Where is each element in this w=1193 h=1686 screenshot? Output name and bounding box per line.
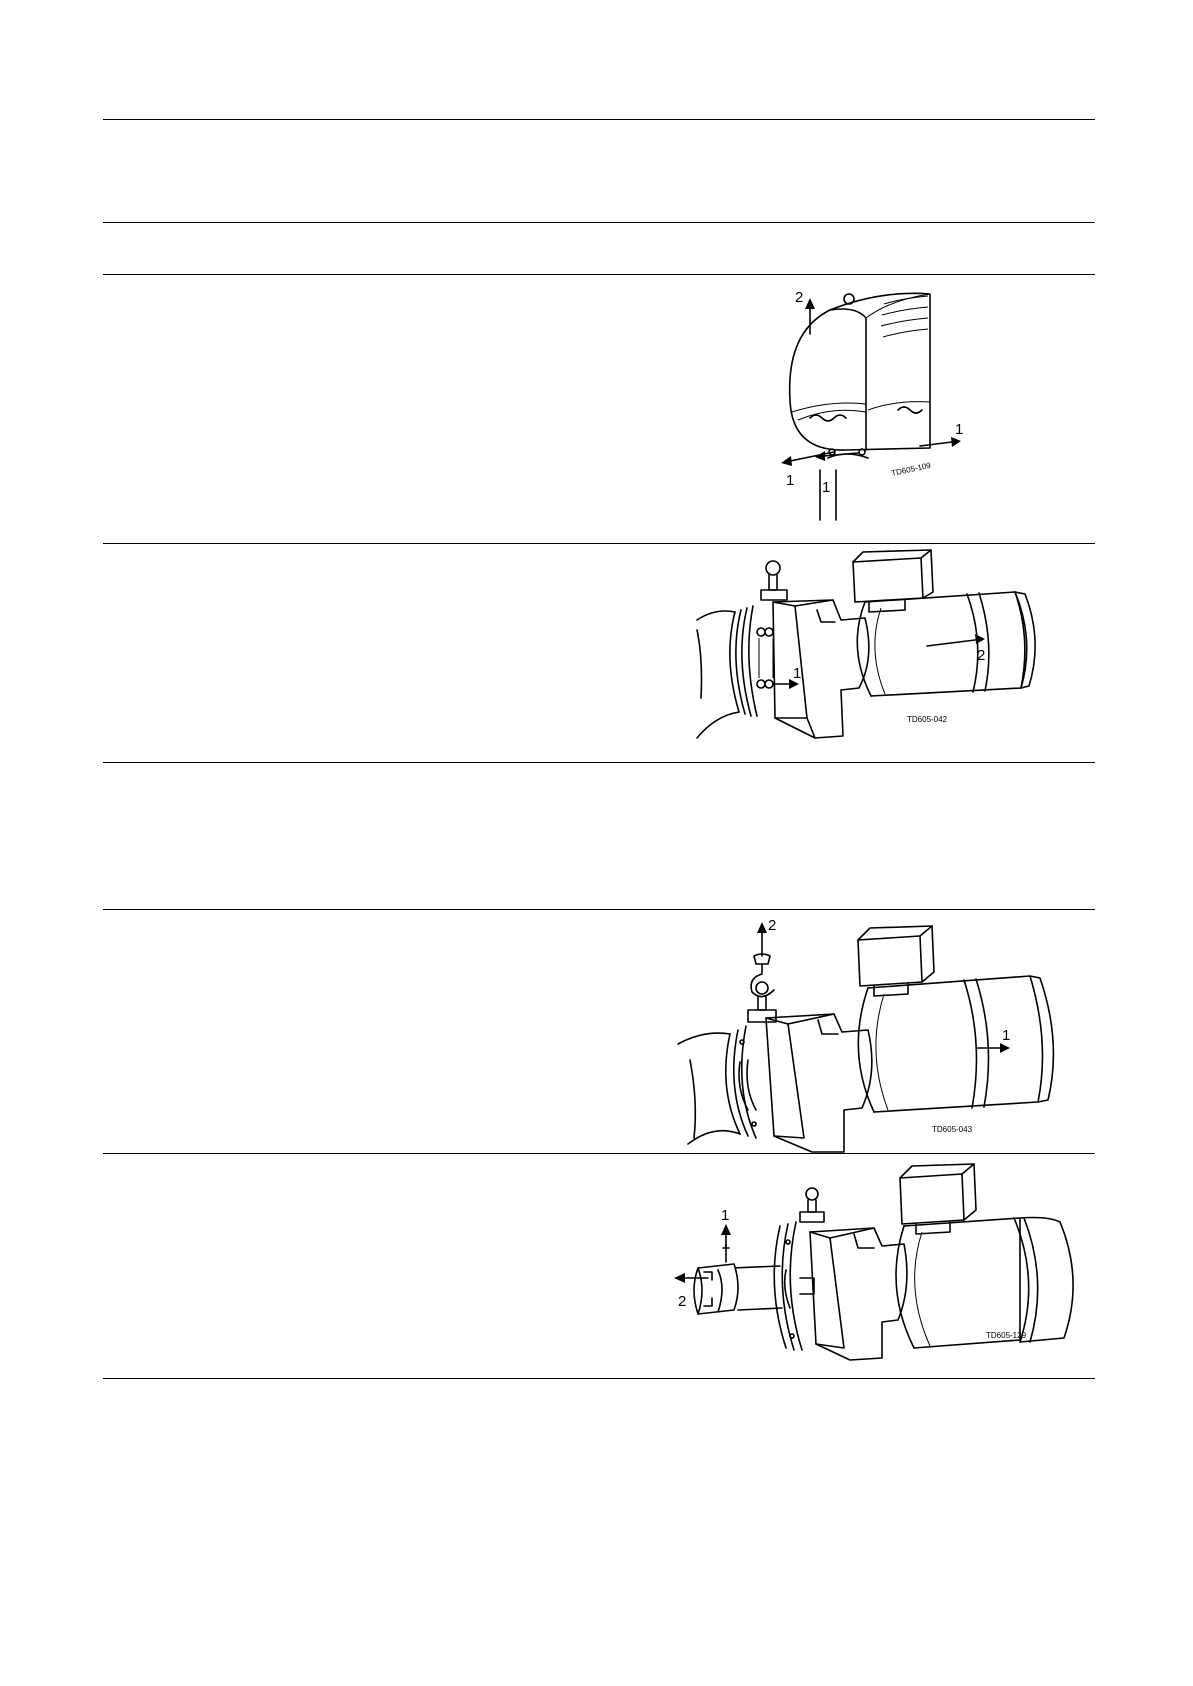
figure-code: TD605-109 <box>890 460 932 478</box>
rule-6 <box>103 909 1095 910</box>
callout-2: 2 <box>977 647 986 664</box>
cover-drawing <box>770 282 1010 522</box>
rule-4 <box>103 543 1095 544</box>
figure-shaft-removal <box>668 1160 1088 1370</box>
figure-code: TD605-042 <box>907 715 948 724</box>
callout-1: 1 <box>721 1207 730 1224</box>
motor-lift-drawing <box>678 912 1090 1152</box>
rule-7 <box>103 1153 1095 1154</box>
figure-code: TD605-129 <box>986 1331 1027 1340</box>
figure-cover-removal <box>770 282 1010 522</box>
rule-top <box>103 119 1095 120</box>
callout-1: 1 <box>1002 1027 1011 1044</box>
rule-2 <box>103 222 1095 223</box>
figure-code: TD605-043 <box>932 1125 973 1134</box>
callout-2: 2 <box>795 289 804 306</box>
callout-2: 2 <box>768 917 777 934</box>
rule-3 <box>103 274 1095 275</box>
callout-1b: 1 <box>822 479 831 496</box>
shaft-removal-drawing <box>668 1160 1088 1370</box>
rule-bottom <box>103 1378 1095 1379</box>
callout-1c: 1 <box>955 421 964 438</box>
motor-bolts-drawing <box>695 548 1085 748</box>
callout-1a: 1 <box>786 472 795 489</box>
callout-1: 1 <box>793 665 802 682</box>
callout-2: 2 <box>678 1293 687 1310</box>
rule-5 <box>103 762 1095 763</box>
figure-motor-lift <box>678 912 1090 1152</box>
figure-motor-bolts <box>695 548 1085 748</box>
